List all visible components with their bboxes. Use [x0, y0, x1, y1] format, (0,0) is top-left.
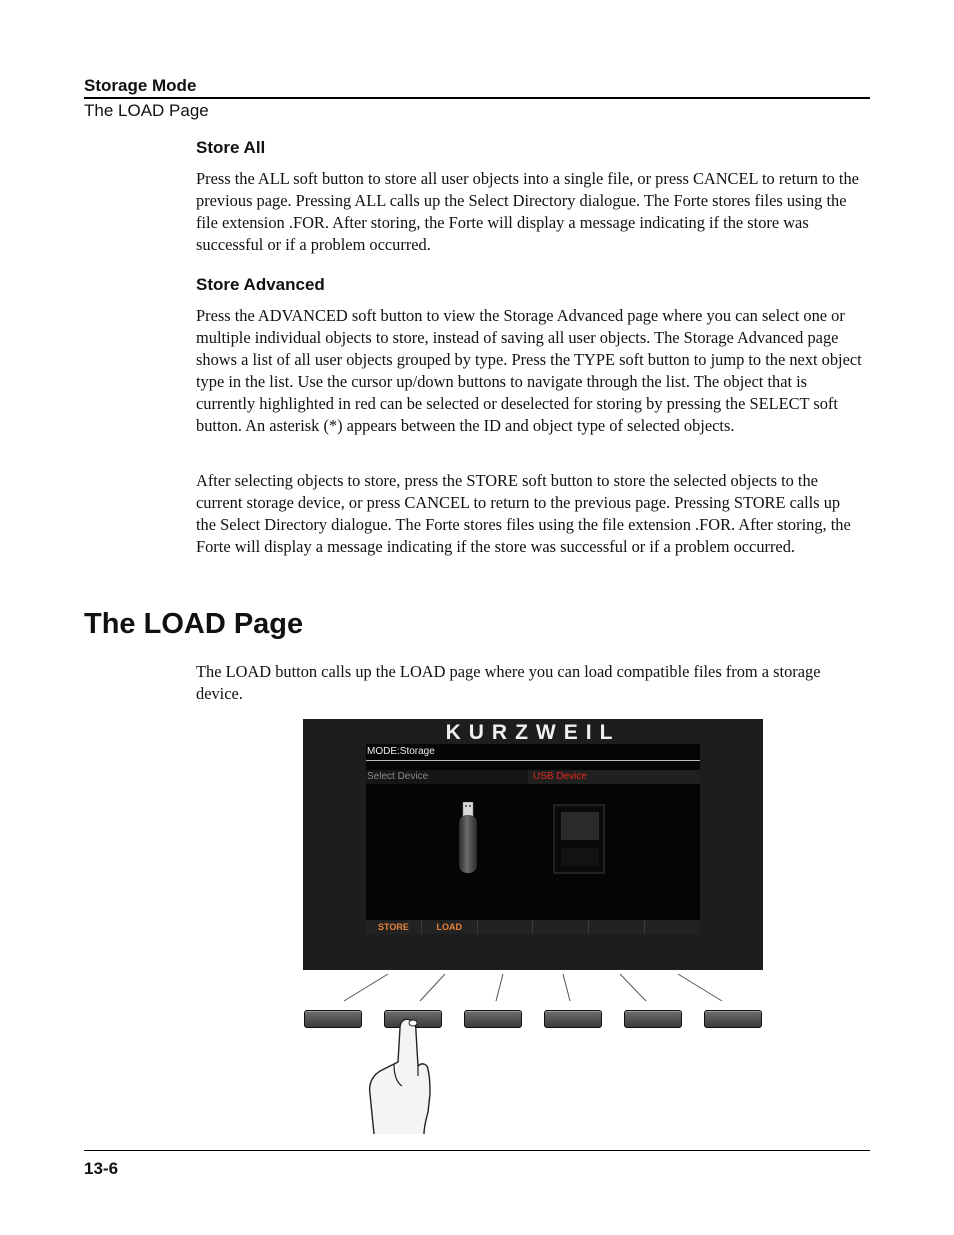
- mode-value: Storage: [399, 746, 435, 757]
- running-header-page: The LOAD Page: [84, 101, 209, 120]
- footer-rule: [84, 1150, 870, 1151]
- load-page-heading: The LOAD Page: [84, 608, 304, 640]
- kurzweil-logo: KURZWEIL: [445, 721, 621, 744]
- hardware-soft-button-1[interactable]: [304, 1010, 362, 1028]
- hardware-soft-button-4[interactable]: [544, 1010, 602, 1028]
- hardware-soft-button-3[interactable]: [464, 1010, 522, 1028]
- store-advanced-heading: Store Advanced: [196, 275, 325, 294]
- store-advanced-text-2: After selecting objects to store, press the STORE soft button to store the selected objects to the current storage device, or press CANCEL to return to the previous page. Pressing STORE calls up the Select Directory dialogue. The Forte stores files using the file extension .FOR. After storing, the Forte will display a message indicating if the store was successful or if a problem occurred.: [196, 471, 851, 556]
- store-all-text: Press the ALL soft button to store all user objects into a single file, or press CANCEL to return to the previous page. Pressing ALL calls up the Select Directory dialogue. The Forte stores files using the file extension .FOR. After storing, the Forte will display a message indicating if the store was successful or if a problem occurred.: [196, 169, 859, 254]
- running-header-section: Storage Mode: [84, 76, 197, 95]
- store-all-heading: Store All: [196, 138, 266, 157]
- select-device-value: USB Device: [533, 771, 587, 782]
- hardware-soft-button-6[interactable]: [704, 1010, 762, 1028]
- mode-prefix: MODE:: [367, 746, 400, 757]
- load-page-text: The LOAD button calls up the LOAD page where you can load compatible files from a storage device.: [196, 662, 821, 703]
- softkey-1-label: STORE: [366, 920, 422, 934]
- page-number: 13-6: [84, 1159, 119, 1178]
- select-device-label: Select Device: [367, 771, 429, 782]
- pointing-hand-icon: [360, 1014, 440, 1136]
- softkey-2-label: LOAD: [422, 920, 478, 934]
- store-advanced-text-1: Press the ADVANCED soft button to view the Storage Advanced page where you can select one or multiple individual objects to store, instead of saving all user objects. The Storage Advanced page shows a list of all user objects grouped by type. Press the TYPE soft button to jump to the next object type in the list. Use the cursor up/down buttons to navigate through the list. The object that is currently highlighted in red can be selected or deselected for storing by pressing the SELECT soft button. An asterisk (*) appears between the ID and object type of selected objects.: [196, 306, 862, 435]
- hardware-soft-button-5[interactable]: [624, 1010, 682, 1028]
